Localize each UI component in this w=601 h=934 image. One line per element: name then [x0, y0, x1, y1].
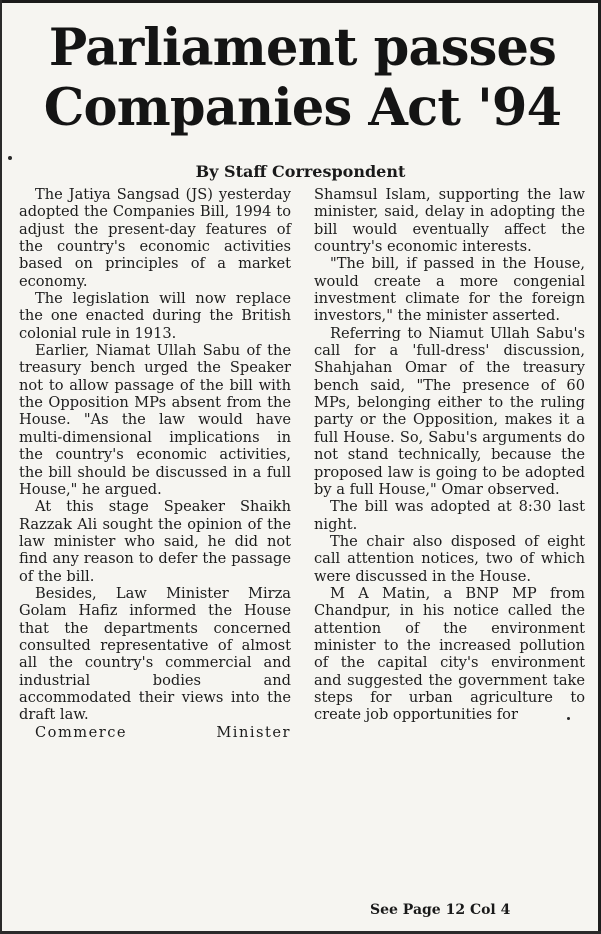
- paragraph: The Jatiya Sangsad (JS) yesterday adopted the Companies Bill, 1994 to adjust the present-day features of the country's economic activities based on principles of a market economy.: [19, 186, 291, 290]
- print-speck: [567, 717, 570, 720]
- byline: By Staff Correspondent: [195, 162, 406, 181]
- top-rule: [0, 0, 601, 9]
- paragraph: The bill was adopted at 8:30 last night.: [314, 498, 585, 533]
- headline: [10, 18, 595, 138]
- paragraph: Referring to Niamut Ullah Sabu's call for a 'full-dress' discussion, Shahjahan Omar of the treasury bench said, "The presence of 60 MPs, belonging either to the ruling party or the Opposition, makes it a full House. So, Sabu's arguments do not stand technically, because the proposed law is going to be adopted by a full House," Omar observed.: [314, 324, 585, 498]
- article-column-right: [314, 186, 585, 724]
- paragraph: Shamsul Islam, supporting the law minister, said, delay in adopting the bill would eventually affect the country's economic interests.: [314, 186, 585, 256]
- continuation-note: See Page 12 Col 4: [370, 902, 511, 918]
- paragraph: The legislation will now replace the one enacted during the British colonial rule in 1913.: [19, 290, 291, 342]
- paragraph: "The bill, if passed in the House, would create a more congenial investment climate for the foreign investors," the minister asserted.: [314, 255, 585, 325]
- paragraph: Earlier, Niamat Ullah Sabu of the treasury bench urged the Speaker not to allow passage of the bill with the Opposition MPs absent from the House. "As the law would have multi-dimensional implications in the country's economic activities, the bill should be discussed in a full House," he argued.: [19, 342, 291, 498]
- headline-line-1: Parliament passes: [48, 18, 557, 78]
- paragraph: Commerce Minister: [35, 723, 291, 741]
- paragraph: The chair also disposed of eight call attention notices, two of which were discussed in the House.: [314, 532, 585, 585]
- print-speck: [8, 156, 12, 160]
- paragraph: M A Matin, a BNP MP from Chandpur, in his notice called the attention of the environment minister to the increased pollution of the capital city's environment and suggested the government take steps for urban agriculture to create job opportunities for: [314, 584, 585, 724]
- left-edge: [0, 0, 2, 934]
- paragraph: At this stage Speaker Shaikh Razzak Ali sought the opinion of the law minister who said, he did not find any reason to defer the passage of the bill.: [19, 498, 291, 585]
- paragraph: Besides, Law Minister Mirza Golam Hafiz informed the House that the departments concerned consulted representative of almost all the country's commercial and industrial bodies and accommodated their views into the draft law.: [19, 584, 291, 724]
- headline-line-2: Companies Act '94: [43, 78, 562, 138]
- article-column-left: [19, 186, 291, 741]
